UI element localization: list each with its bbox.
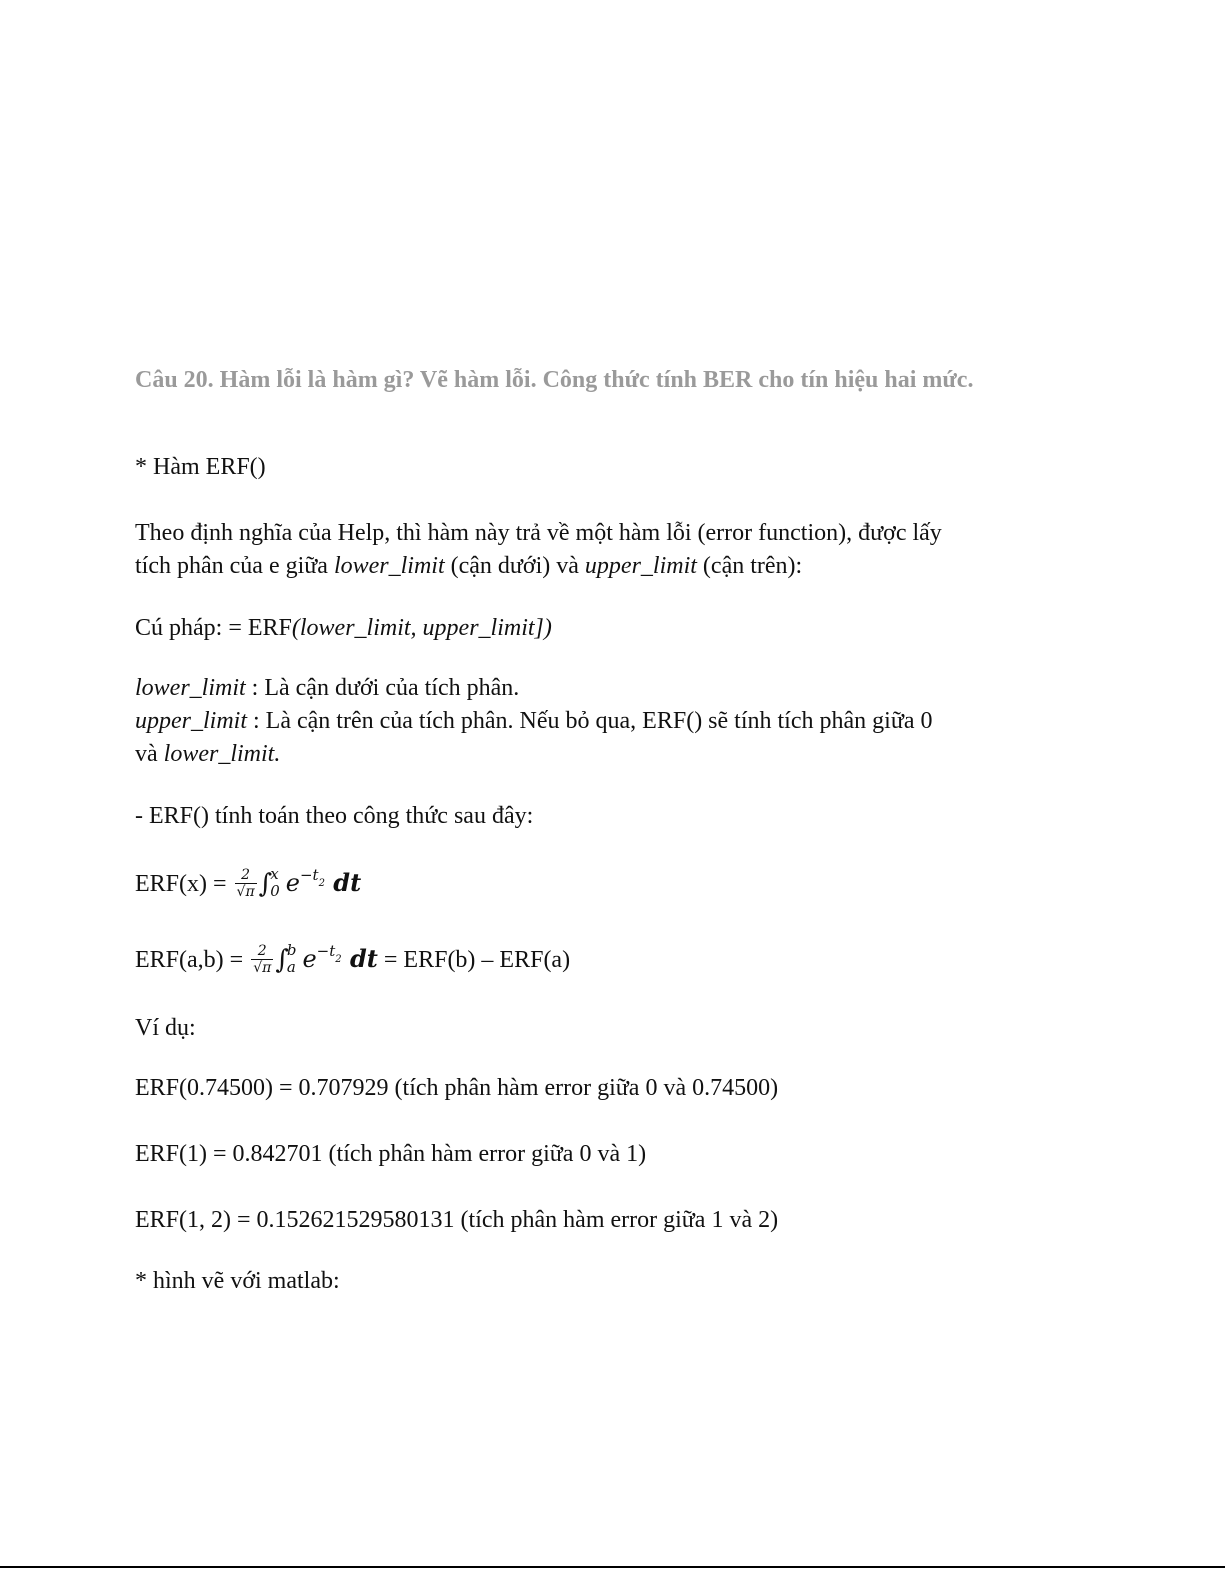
example-1: ERF(0.74500) = 0.707929 (tích phân hàm error giữa 0 và 0.74500) [135,1075,779,1101]
formula2-body: e [302,945,317,973]
example-2: ERF(1) = 0.842701 (tích phân hàm error giữa 0 và 1) [135,1141,647,1167]
formula1-body: e [285,869,300,897]
intro-line-2-pre: tích phân của e giữa [135,553,334,579]
formula2-num: 2 [251,943,273,960]
param-upper-desc: : Là cận trên của tích phân. Nếu bỏ qua, ERF() sẽ tính tích phân giữa 0 [247,708,933,734]
formula-erf-x [135,866,361,905]
param-upper-cont [135,738,280,771]
formula1-dt: dt [324,868,362,897]
formula2-lower: a [286,958,296,977]
intro-lower-limit: lower_limit [333,553,445,579]
section-erf-title: * Hàm ERF() [135,454,266,480]
param-cont-pre: và [135,741,164,767]
formula1-den: √π [236,883,255,900]
formula2-limits [287,942,297,976]
matlab-note: * hình vẽ với matlab: [135,1268,340,1294]
param-lower-desc: : Là cận dưới của tích phân. [245,675,520,701]
integral-icon: ∫ [275,945,289,975]
formula2-fraction [251,943,273,976]
param-lower [135,672,519,705]
formula2-den: √π [253,959,272,976]
page-bottom-border [0,1566,1225,1568]
syntax-line [135,612,552,645]
intro-line-2-post: (cận trên): [696,553,803,579]
formula1-lhs: ERF(x) = [135,871,233,897]
formula-intro: - ERF() tính toán theo công thức sau đây: [135,803,534,829]
integral-icon: ∫ [258,869,273,899]
intro-line-2-mid: (cận dưới) và [444,553,585,579]
formula2-exp2: 2 [335,954,342,965]
formula1-upper: x [270,865,279,884]
example-3: ERF(1, 2) = 0.152621529580131 (tích phân hàm error giữa 1 và 2) [135,1207,779,1233]
formula2-upper: b [286,941,297,960]
intro-line-1: Theo định nghĩa của Help, thì hàm này trả về một hàm lỗi (error function), được lấy [135,520,942,546]
formula2-lhs: ERF(a,b) = [135,947,250,973]
question-heading: Câu 20. Hàm lỗi là hàm gì? Vẽ hàm lỗi. Công thức tính BER cho tín hiệu hai mức. [135,367,974,393]
param-lower-name: lower_limit [135,675,246,701]
param-cont-name: lower_limit. [163,741,281,767]
example-label: Ví dụ: [135,1015,196,1041]
formula2-dt: dt [341,944,378,973]
param-upper-name: upper_limit [135,708,247,734]
intro-line-2 [135,550,802,583]
formula2-exp: −t [316,942,336,960]
formula1-exp: −t [299,866,319,884]
param-upper [135,705,932,738]
formula-erf-ab [135,942,570,981]
formula1-fraction [235,867,257,900]
syntax-label: Cú pháp: = ERF [135,615,292,641]
formula1-lower: 0 [270,882,280,901]
formula1-exp2: 2 [318,878,325,889]
formula1-limits [270,866,280,900]
syntax-args: (lower_limit, upper_limit]) [291,615,552,641]
formula2-rhs: = ERF(b) – ERF(a) [377,947,571,973]
intro-upper-limit: upper_limit [584,553,697,579]
formula1-num: 2 [235,867,257,884]
